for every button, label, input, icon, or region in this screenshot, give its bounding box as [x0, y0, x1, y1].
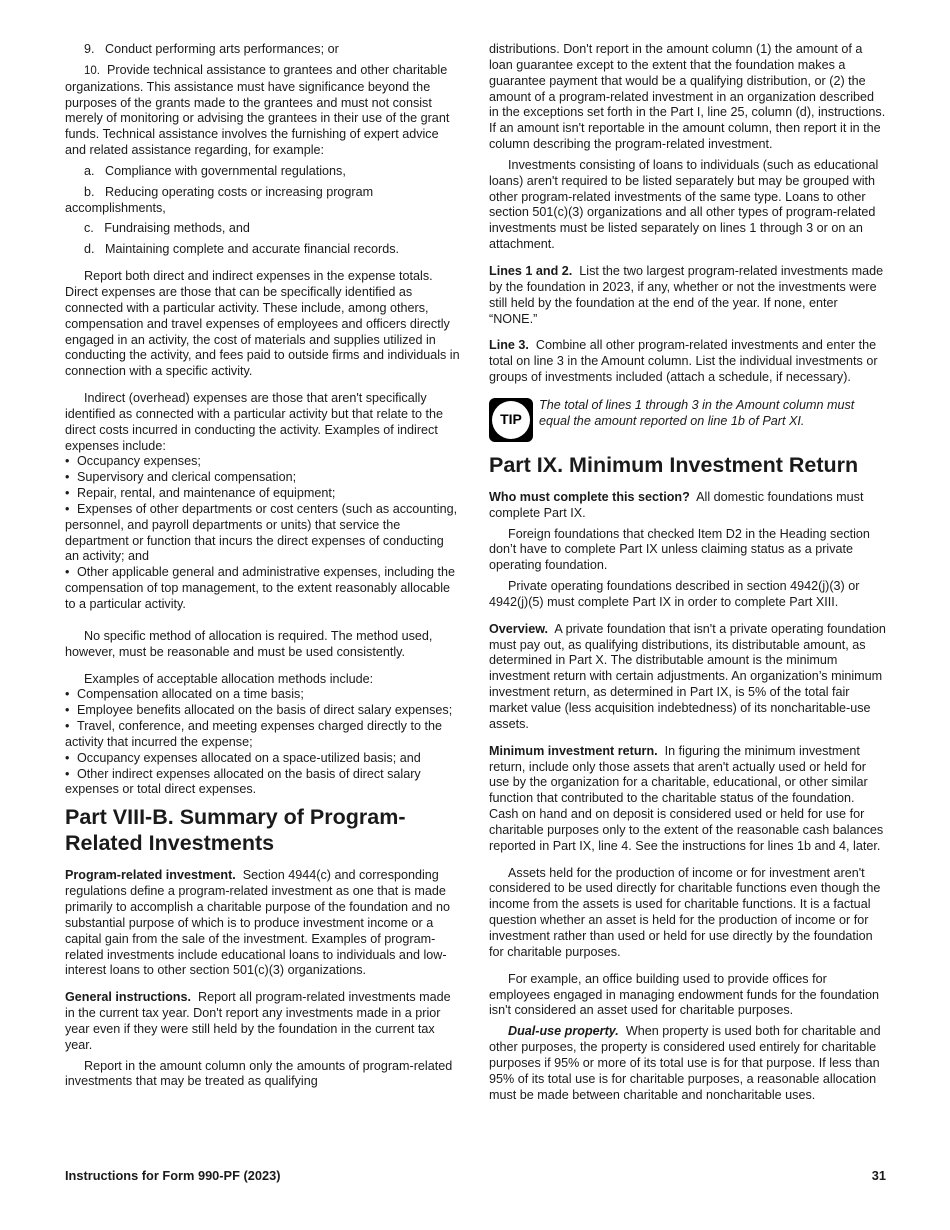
paragraph-direct-expenses: Report both direct and indirect expenses in the expense totals. Direct expenses are those that can be specifically identified as connected with a particular activity. These include, among others, compensation and travel expenses of employees and officers directly engaged in an activity, the cost of materials and supplies utilized in conducting the activity, and fees paid to outside firms and individuals in connection with a specific activity.: [65, 269, 460, 379]
list-item: • Repair, rental, and maintenance of equipment;: [65, 486, 461, 502]
list-item: • Supervisory and clerical compensation;: [65, 470, 461, 486]
paragraph-loans: Investments consisting of loans to individuals (such as educational loans) aren't required to be listed separately but may be grouped with other program-related investments of the same type. Loans to other section 501(c)(3) organizations and all other types of program-related investments must be listed separately on lines 1 through 3 or on an attachment.: [489, 157, 879, 252]
run-in-heading: General instructions.: [65, 990, 191, 1005]
tip-box: [489, 398, 886, 442]
list-item: • Employee benefits allocated on the basis of direct salary expenses;: [65, 703, 461, 719]
run-in-heading: Dual-use property.: [508, 1024, 619, 1039]
list-item-9: 9. Conduct performing arts performances; or: [84, 42, 339, 56]
section-heading-part-ix: Part IX. Minimum Investment Return: [489, 452, 859, 477]
paragraph-assets-held: Assets held for the production of income or for investment aren't considered to be used directly for charitable functions even though the income from the assets is used for charitable functions. It is a factual question whether an asset is held for the production of income or for investment rather than used or held for use directly by the foundation for charitable purposes.: [489, 865, 881, 959]
paragraph-lines-1-2: Lines 1 and 2. List the two largest program-related investments made by the foundation in 2023, if any, whether or not the investments were still held by the foundation at the end of the year. If none, enter “NONE.”: [489, 263, 884, 326]
footer-form-title: Instructions for Form 990-PF (2023): [65, 1168, 281, 1183]
paragraph-distributions-continued: distributions. Don't report in the amount column (1) the amount of a loan guarantee except to the extent that the foundation makes a guarantee payment that would be a qualifying distribution, or (2) the amount of a program-related investment in an organization described in the exceptions set forth in the Part I, line 25, column (d), instructions. If an amount isn't reportable in the amount column, then report it in the column describing the program-related investment.: [489, 42, 886, 152]
list-item: • Other applicable general and administrative expenses, including the compensation of top management, to the extent reasonably allocable to a particular activity.: [65, 565, 461, 613]
run-in-heading: Minimum investment return.: [489, 743, 658, 758]
allocation-methods-list: [65, 687, 461, 798]
section-heading-part-viii-b: Part VIII-B. Summary of Program-Related Investments: [65, 805, 406, 856]
paragraph-dual-use: Dual-use property. When property is used both for charitable and other purposes, the property is considered used entirely for charitable purposes if 95% or more of its total use is for that purpose. If less than 95% of its total use is for charitable purposes, a reasonable allocation must be made between charitable and noncharitable uses.: [489, 1024, 881, 1102]
paragraph-indirect-expenses: Indirect (overhead) expenses are those that aren't specifically identified as connected with a particular activity but that relate to the direct costs incurred in conducting the activity. Examples of indirect expenses include:: [65, 391, 444, 453]
sub-item-b: b. Reducing operating costs or increasing program accomplishments,: [65, 184, 374, 215]
run-in-heading: Who must complete this section?: [489, 489, 690, 504]
list-item: • Travel, conference, and meeting expenses charged directly to the activity that incurred the expense;: [65, 719, 461, 751]
right-column: [489, 42, 886, 1108]
paragraph-allocation-examples: Examples of acceptable allocation methods include:: [84, 671, 374, 686]
sub-item-a: a. Compliance with governmental regulations,: [84, 163, 346, 178]
footer-page-number: 31: [871, 1168, 886, 1183]
paragraph-program-related-investment: Program-related investment. Section 4944(c) and corresponding regulations define a program-related investment as one that is made primarily to accomplish a charitable purpose of the foundation and no substantial purpose of which is to produce investment income or a capital gain from the sale of the investment. Examples of program-related investments include educational loans to individuals and low-interest loans to other section 501(c)(3) organizations.: [65, 868, 451, 978]
paragraph-amount-column: Report in the amount column only the amounts of program-related investments that may be treated as qualifying: [65, 1058, 453, 1089]
list-item: • Occupancy expenses;: [65, 454, 461, 470]
paragraph-overview: Overview. A private foundation that isn't a private operating foundation must pay out, as qualifying distributions, its distributable amount, as determined in Part X. The distributable amount is the minimum investment return with certain adjustments. An organization’s minimum investment return, as determined in Part IX, is 5% of the total fair market value (less acquisition indebtedness) of its noncharitable-use assets.: [489, 621, 886, 731]
tip-text: The total of lines 1 through 3 in the Amount column must equal the amount reported on line 1b of Part XI.: [539, 397, 855, 428]
paragraph-who-must-complete: Who must complete this section? All domestic foundations must complete Part IX.: [489, 489, 864, 520]
indirect-expenses-list: [65, 454, 461, 612]
run-in-heading: Lines 1 and 2.: [489, 263, 573, 278]
paragraph-allocation-method: No specific method of allocation is required. The method used, however, must be reasonable and must be used consistently.: [65, 628, 433, 659]
list-item-10: 10. Provide technical assistance to grantees and other charitable organizations. This assistance must have significance beyond the purposes of the grants made to the grantees and must not consist merely of monitoring or advising the grantees in their use of the grant funds. Technical assistance involves the furnishing of expert advice and related assistance regarding, for example:: [65, 62, 450, 158]
run-in-heading: Line 3.: [489, 338, 529, 353]
paragraph-private-operating: Private operating foundations described in section 4942(j)(3) or 4942(j)(5) must complete Part IX in order to complete Part XIII.: [489, 579, 860, 609]
sub-item-c: c. Fundraising methods, and: [84, 221, 250, 236]
list-item: • Expenses of other departments or cost centers (such as accounting, personnel, and payroll departments or units) that service the department or function that incurs the direct expenses of conducting an activity; and: [65, 502, 461, 565]
list-item: • Other indirect expenses allocated on the basis of direct salary expenses or total direct expenses.: [65, 767, 461, 799]
paragraph-general-instructions: General instructions. Report all program-related investments made in the current tax year. Don't report any investments made in a prior year even if they were still held by the foundation in the current tax year.: [65, 990, 451, 1052]
paragraph-foreign-foundations: Foreign foundations that checked Item D2 in the Heading section don’t have to complete Part IX unless claiming status as a private operating foundation.: [489, 526, 870, 573]
run-in-heading: Program-related investment.: [65, 868, 236, 883]
paragraph-line-3: Line 3. Combine all other program-related investments and enter the total on line 3 in the Amount column. List the individual investments or groups of investments included (attach a schedule, if necessary).: [489, 338, 878, 385]
list-item: • Occupancy expenses allocated on a space-utilized basis; and: [65, 751, 461, 767]
paragraph-example-office: For example, an office building used to provide offices for employees engaged in managing endowment funds for the foundation isn't considered an asset used for charitable purposes.: [489, 971, 879, 1018]
paragraph-minimum-investment-return: Minimum investment return. In figuring the minimum investment return, include only those assets that aren't actually used or held for use by the organization for a charitable, educational, or other similar function that contributed to the charitable status of the foundation. Cash on hand and on deposit is considered used or held for use for charitable purposes only to the extent of the reasonable cash balances reported in Part IX, line 4. See the instructions for lines 1b and 4, later.: [489, 743, 884, 853]
left-column: [65, 42, 461, 1095]
list-item: • Compensation allocated on a time basis;: [65, 687, 461, 703]
sub-item-d: d. Maintaining complete and accurate financial records.: [84, 242, 400, 257]
run-in-heading: Overview.: [489, 621, 549, 636]
tip-icon: TIP: [489, 398, 533, 442]
